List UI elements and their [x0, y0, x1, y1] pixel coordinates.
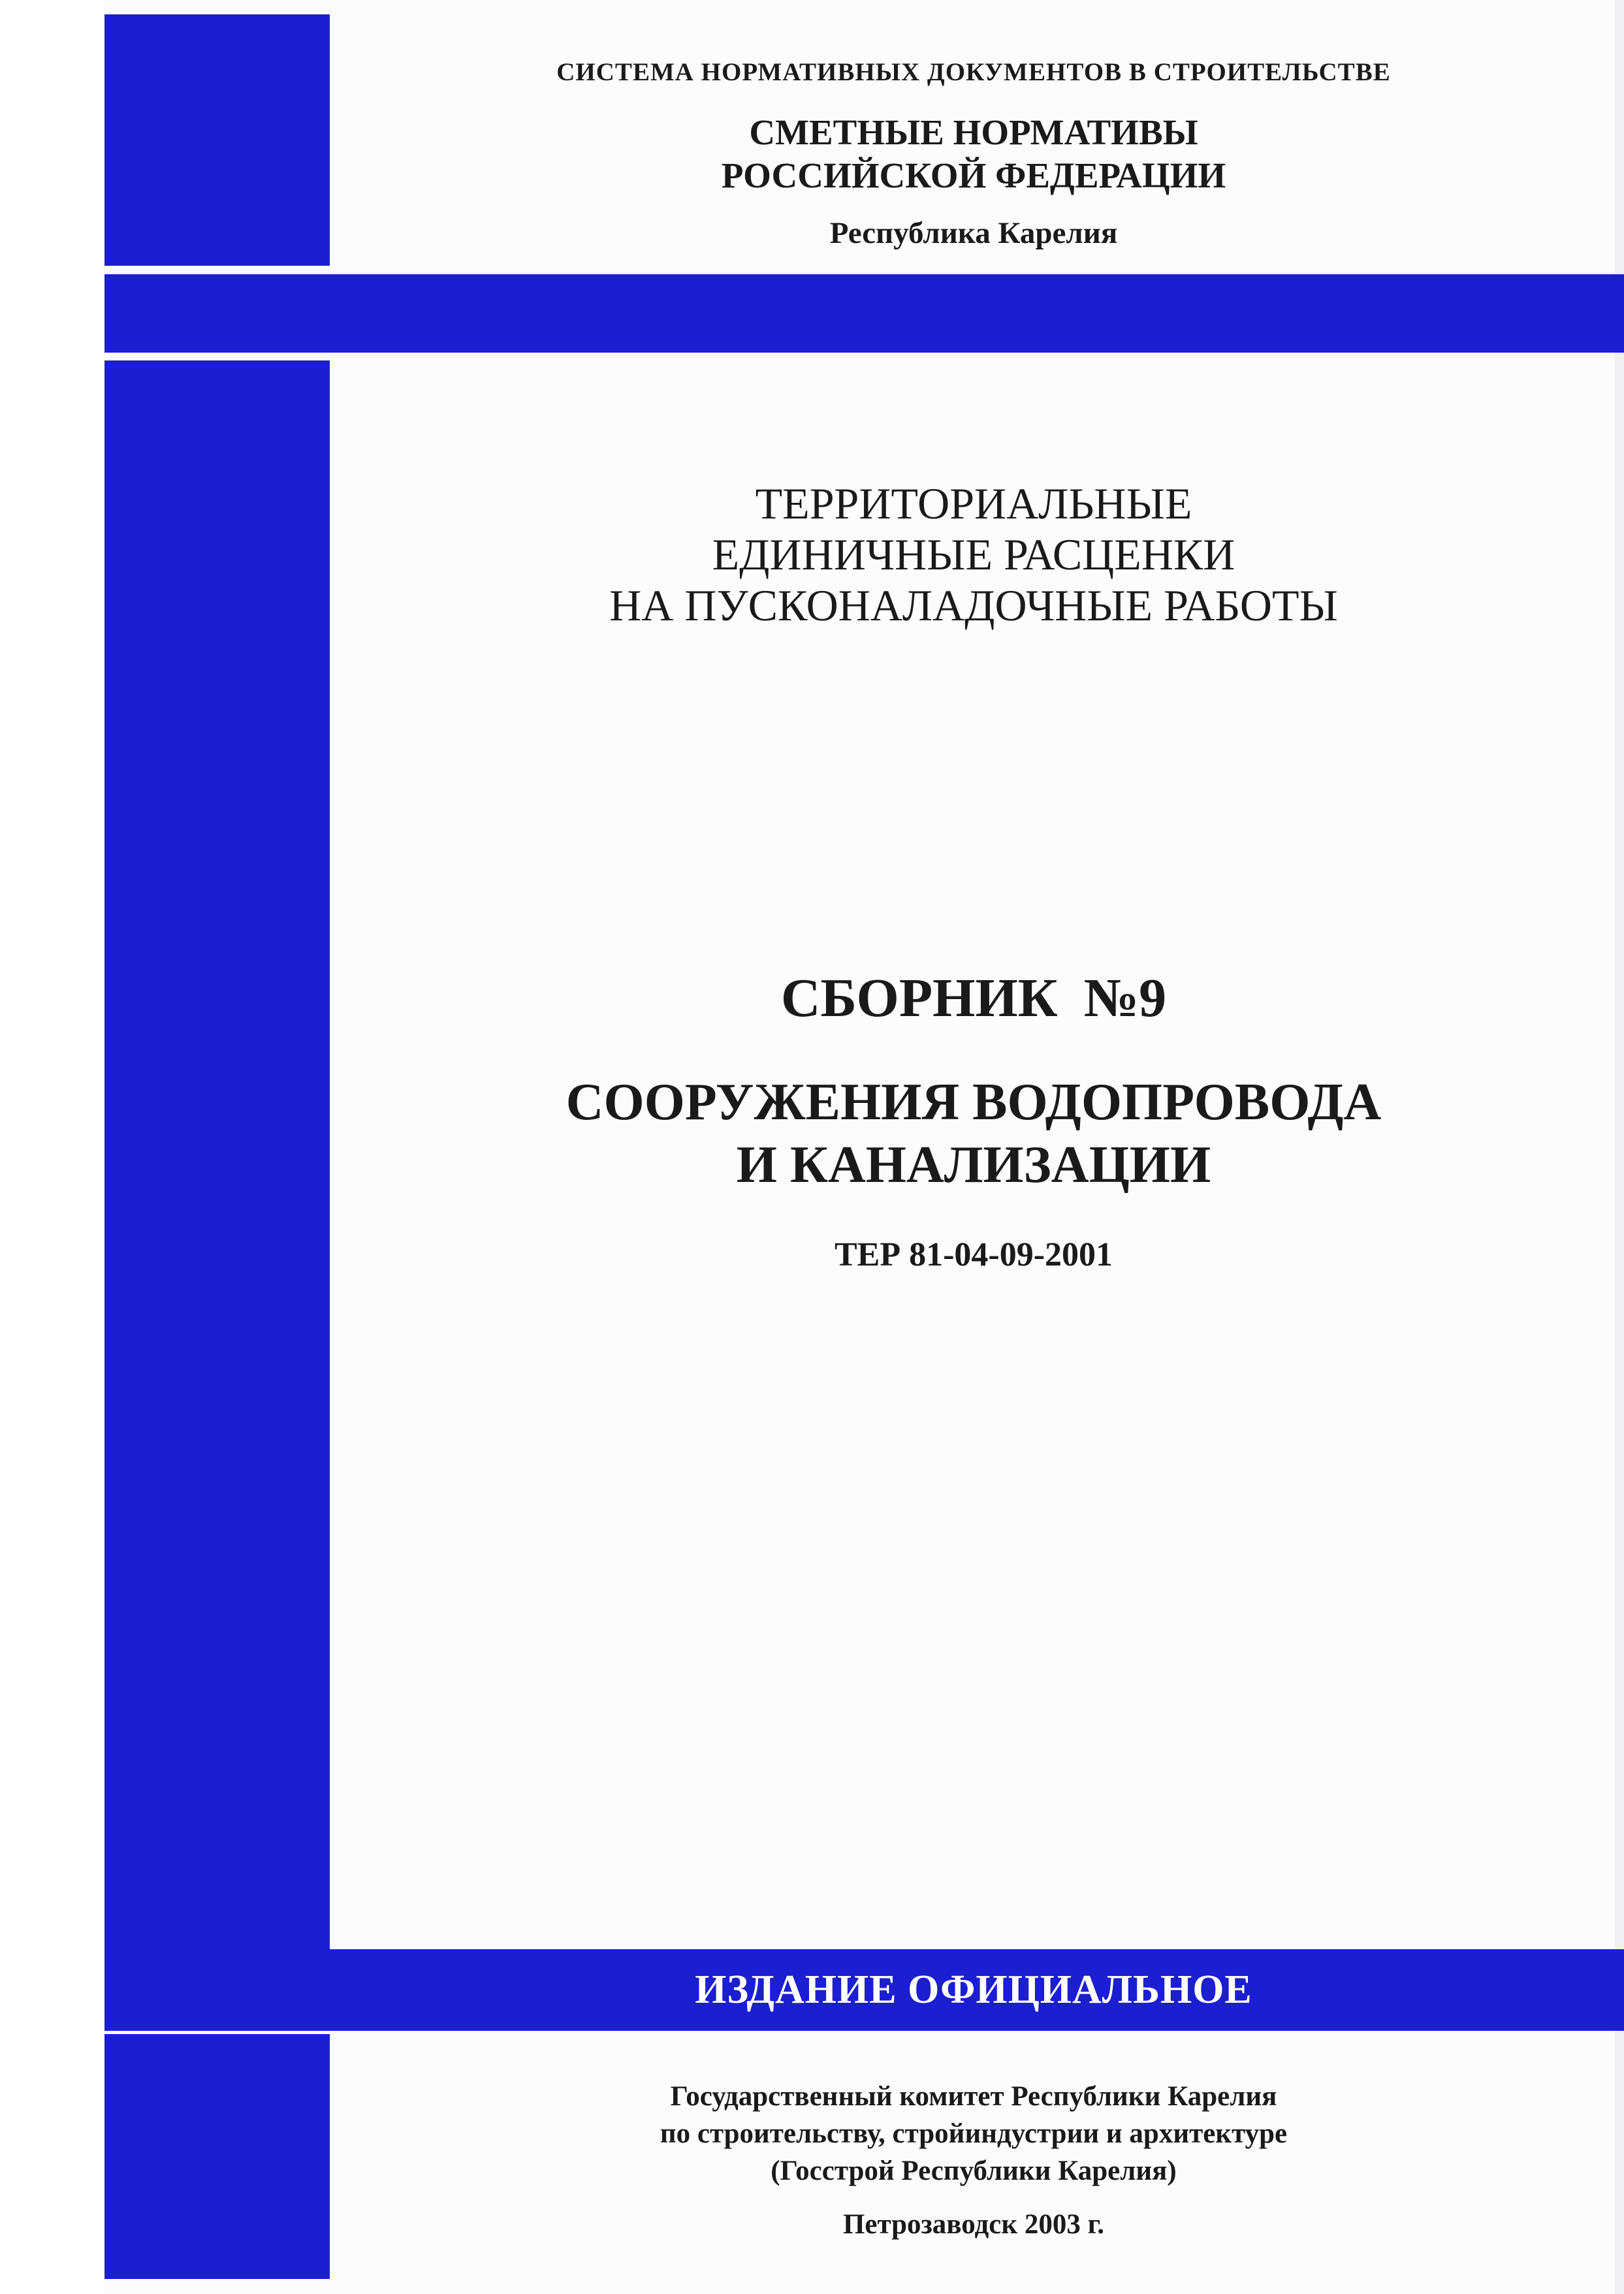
title-line-3: НА ПУСКОНАЛАДОЧНЫЕ РАБОТЫ — [609, 581, 1338, 630]
collection-label: СБОРНИК — [780, 968, 1058, 1028]
title-line-2: ЕДИНИЧНЫЕ РАСЦЕНКИ — [712, 530, 1235, 579]
subject-line-1: СООРУЖЕНИЯ ВОДОПРОВОДА — [565, 1074, 1382, 1131]
blue-vertical-bar-bottom — [104, 2034, 330, 2279]
publisher-line-2: по строительству, стройиндустрии и архитектуре — [660, 2118, 1288, 2149]
publisher-line-1: Государственный комитет Республики Карелия — [670, 2081, 1277, 2112]
norms-line-1: СМЕТНЫЕ НОРМАТИВЫ — [749, 112, 1198, 152]
norms-heading — [330, 111, 1617, 197]
collection-number: №9 — [1083, 968, 1167, 1028]
document-code: ТЕР 81-04-09-2001 — [834, 1236, 1113, 1273]
region-name: Республика Карелия — [829, 216, 1118, 250]
document-title — [330, 478, 1617, 631]
official-edition-label: ИЗДАНИЕ ОФИЦИАЛЬНОЕ — [695, 1967, 1252, 2012]
collection-subject — [330, 1071, 1617, 1196]
subject-line-2: И КАНАЛИЗАЦИИ — [736, 1136, 1211, 1194]
blue-horizontal-band-top — [104, 274, 1624, 353]
blue-vertical-bar-top — [104, 14, 330, 266]
publisher-block — [330, 2078, 1617, 2190]
title-line-1: ТЕРРИТОРИАЛЬНЫЕ — [755, 479, 1192, 528]
norms-line-2: РОССИЙСКОЙ ФЕДЕРАЦИИ — [721, 155, 1226, 195]
imprint-city-year: Петрозаводск 2003 г. — [842, 2209, 1105, 2240]
system-heading: СИСТЕМА НОРМАТИВНЫХ ДОКУМЕНТОВ В СТРОИТЕЛЬСТВЕ — [556, 58, 1391, 86]
publisher-line-3: (Госстрой Республики Карелия) — [771, 2156, 1177, 2186]
collection-heading — [330, 966, 1617, 1030]
blue-vertical-bar-middle — [104, 360, 330, 1954]
